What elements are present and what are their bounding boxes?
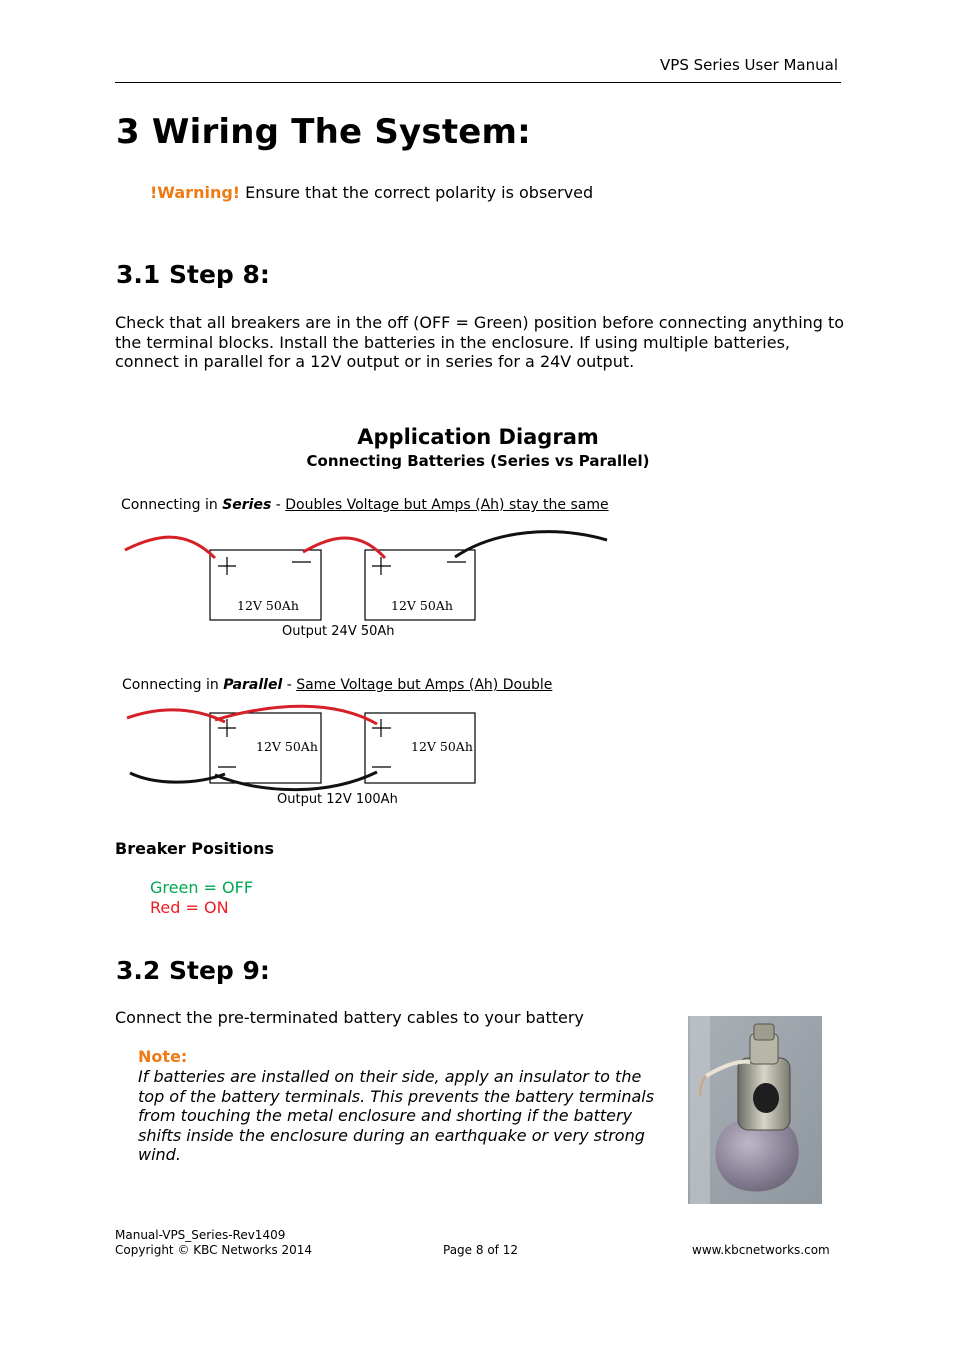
series-negative-lead	[455, 532, 607, 557]
parallel-battery-1-label: 12V 50Ah	[256, 739, 318, 754]
breaker-heading: Breaker Positions	[115, 839, 275, 858]
application-diagram	[115, 420, 841, 815]
parallel-diagram	[115, 700, 635, 810]
series-battery-2-label: 12V 50Ah	[391, 598, 453, 613]
parallel-mode: Parallel	[223, 677, 283, 693]
parallel-output-label: Output 12V 100Ah	[277, 792, 398, 807]
warning-line	[150, 183, 593, 202]
footer-website: www.kbcnetworks.com	[692, 1243, 830, 1257]
step9-heading: 3.2 Step 9:	[116, 956, 270, 985]
series-positive-lead	[125, 537, 215, 558]
series-battery-1-label: 12V 50Ah	[237, 598, 299, 613]
breaker-green: Green = OFF	[150, 878, 254, 897]
note-text: If batteries are installed on their side, apply an insulator to the top of the battery terminals. This prevents the battery terminals from touching the metal enclosure and shorting if the battery shifts inside the enclosure during an earthquake or very strong wind.	[138, 1067, 655, 1164]
step8-heading: 3.1 Step 8:	[116, 260, 270, 289]
parallel-dash: -	[282, 677, 297, 693]
series-output-label: Output 24V 50Ah	[282, 624, 395, 639]
parallel-prefix: Connecting in	[122, 677, 224, 693]
series-mode: Series	[222, 497, 272, 513]
diagram-subtitle: Connecting Batteries (Series vs Parallel)	[306, 452, 650, 470]
parallel-caption	[122, 677, 552, 693]
series-caption	[121, 497, 609, 513]
running-header: VPS Series User Manual	[660, 56, 838, 74]
header-rule	[115, 82, 841, 83]
diagram-title: Application Diagram	[357, 425, 599, 449]
note-label: Note:	[138, 1047, 188, 1066]
footer-doc-id: Manual-VPS_Series-Rev1409	[115, 1228, 286, 1242]
warning-label: !Warning!	[150, 183, 241, 202]
footer-page-number: Page 8 of 12	[443, 1243, 518, 1257]
series-desc: Doubles Voltage but Amps (Ah) stay the same	[285, 497, 609, 513]
section-heading: 3 Wiring The System:	[116, 112, 531, 152]
series-diagram	[115, 520, 635, 650]
step9-body: Connect the pre-terminated battery cables to your battery	[115, 1008, 584, 1027]
series-prefix: Connecting in	[121, 497, 223, 513]
series-dash: -	[271, 497, 286, 513]
breaker-red: Red = ON	[150, 898, 229, 917]
battery-terminal-photo	[688, 1016, 822, 1204]
step8-body: Check that all breakers are in the off (OFF = Green) position before connecting anything to the terminal blocks. Install the batteries in the enclosure. If using multiple batteries, connect in parallel for a 12V output or in series for a 24V output.	[115, 313, 845, 371]
footer-copyright: Copyright © KBC Networks 2014	[115, 1243, 313, 1257]
parallel-desc: Same Voltage but Amps (Ah) Double	[296, 677, 553, 693]
parallel-battery-2-label: 12V 50Ah	[411, 739, 473, 754]
warning-text: Ensure that the correct polarity is observed	[240, 183, 594, 202]
